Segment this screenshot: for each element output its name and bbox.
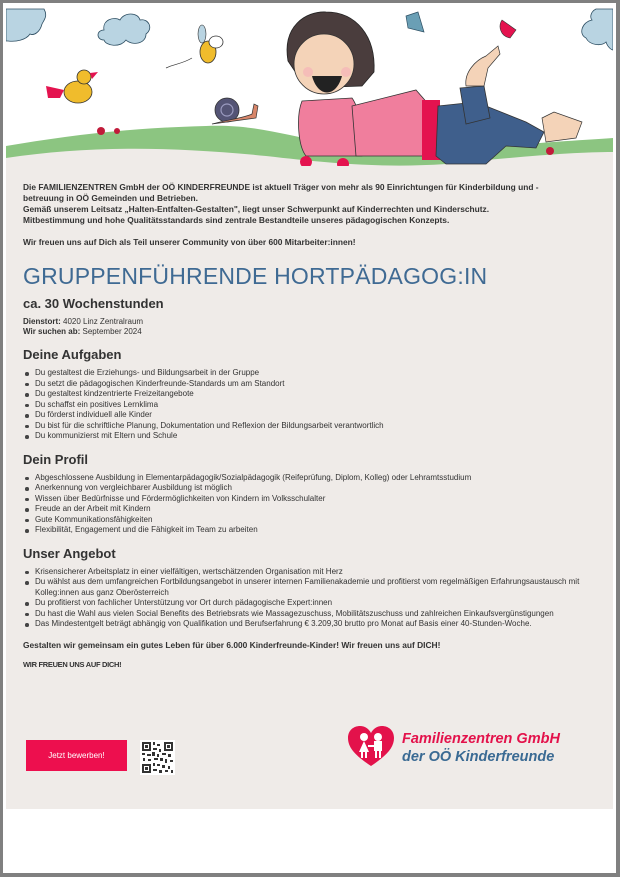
tasks-list — [23, 368, 598, 442]
list-item: Das Mindestentgelt beträgt abhängig von Qualifikation und Berufserfahrung € 3.209,30 brutto pro Monat auf Basis einer 40-Stunden-Woche. — [35, 619, 598, 630]
job-title: GRUPPENFÜHRENDE HORTPÄDAGOG:IN — [23, 263, 488, 289]
list-item: Du schaffst ein positives Lernklima — [35, 400, 598, 411]
logo-text-org: der OÖ Kinderfreunde — [402, 749, 555, 765]
list-item: Du gestaltest die Erziehungs- und Bildungsarbeit in der Gruppe — [35, 368, 598, 379]
section-heading-tasks: Deine Aufgaben — [23, 347, 122, 362]
list-item: Du förderst individuell alle Kinder — [35, 410, 598, 421]
intro-text: Gemäß unserem Leitsatz „Halten-Entfalten-Gestalten", liegt unser Schwerpunkt auf Kinderrechten und Kinderschutz. — [23, 204, 490, 214]
intro-text: Die FAMILIENZENTREN GmbH der OÖ KINDERFREUNDE ist aktuell Träger von mehr als 90 Einrichtungen für Kinderbildung und - — [23, 182, 539, 192]
hero-illustration — [6, 6, 613, 166]
heart-children-icon — [346, 724, 396, 768]
offer-list — [23, 567, 598, 630]
list-item: Du gestaltest kindzentrierte Freizeitangebote — [35, 389, 598, 400]
list-item: Du hast die Wahl aus vielen Social Benefits des Betriebsrats wie Massagezuschuss, Mobilitätszuschuss und zahlreichen Einkaufsvergünstigungen — [35, 609, 598, 620]
flower-icon — [97, 127, 105, 135]
list-item: Du setzt die pädagogischen Kinderfreunde-Standards um am Standort — [35, 379, 598, 390]
section-heading-offer: Unser Angebot — [23, 545, 116, 561]
list-item: Du wählst aus dem umfangreichen Fortbildungsangebot in unserer internen Familienakademie und profitierst vom regelmäßigen Erfahrungsaustausch mit Kolleg:innen aus ganz Oberösterreich — [35, 577, 598, 598]
job-ad-sheet — [6, 6, 613, 809]
list-item: Du profitierst von fachlicher Unterstützung vor Ort durch pädagogische Expert:innen — [35, 598, 598, 609]
closing-shout: WIR FREUEN UNS AUF DICH! — [23, 659, 122, 669]
location-row — [23, 317, 598, 327]
flower-icon — [546, 147, 554, 155]
intro-text: Mitbestimmung und hohe Qualitätsstandards sind zentrale Bestandteile unseres pädagogischen Konzepts. — [23, 215, 450, 225]
qr-code[interactable] — [140, 740, 175, 775]
intro-text: betreuung in OÖ Gemeinden und Betrieben. — [23, 193, 198, 203]
main-content — [23, 182, 598, 669]
weekly-hours: ca. 30 Wochenstunden — [23, 296, 164, 311]
page — [3, 3, 616, 873]
flower-icon — [114, 128, 120, 134]
list-item: Du kommunizierst mit Eltern und Schule — [35, 431, 598, 442]
profile-list — [23, 473, 598, 536]
list-item: Flexibilität, Engagement und die Fähigkeit im Team zu arbeiten — [35, 525, 598, 536]
company-logo — [346, 724, 596, 768]
apply-button[interactable]: Jetzt bewerben! — [26, 740, 127, 771]
start-row — [23, 327, 598, 337]
location-value: 4020 Linz Zentralraum — [63, 317, 144, 326]
start-label: Wir suchen ab: — [23, 327, 81, 336]
list-item: Abgeschlossene Ausbildung in Elementarpädagogik/Sozialpädagogik (Reifeprüfung, Diplom, Kolleg) oder Lehramtsstudium — [35, 473, 598, 484]
list-item: Anerkennung von vergleichbarer Ausbildung ist möglich — [35, 483, 598, 494]
logo-text-company: Familienzentren GmbH — [402, 731, 560, 747]
location-label: Dienstort: — [23, 317, 61, 326]
community-text: Wir freuen uns auf Dich als Teil unserer Community von über 600 Mitarbeiter:innen! — [23, 237, 356, 247]
list-item: Freude an der Arbeit mit Kindern — [35, 504, 598, 515]
job-meta — [23, 317, 598, 337]
list-item: Krisensicherer Arbeitsplatz in einer vielfältigen, wertschätzenden Organisation mit Herz — [35, 567, 598, 578]
section-heading-profile: Dein Profil — [23, 451, 89, 467]
list-item: Gute Kommunikationsfähigkeiten — [35, 515, 598, 526]
list-item: Wissen über Bedürfnisse und Fördermöglichkeiten von Kindern im Volksschulalter — [35, 494, 598, 505]
closing-text: Gestalten wir gemeinsam ein gutes Leben für über 6.000 Kinderfreunde-Kinder! Wir freuen uns auf DICH! — [23, 639, 441, 650]
list-item: Du bist für die schriftliche Planung, Dokumentation und Reflexion der Bildungsarbeit verantwortlich — [35, 421, 598, 432]
intro-block — [23, 182, 598, 248]
start-value: September 2024 — [82, 327, 142, 336]
